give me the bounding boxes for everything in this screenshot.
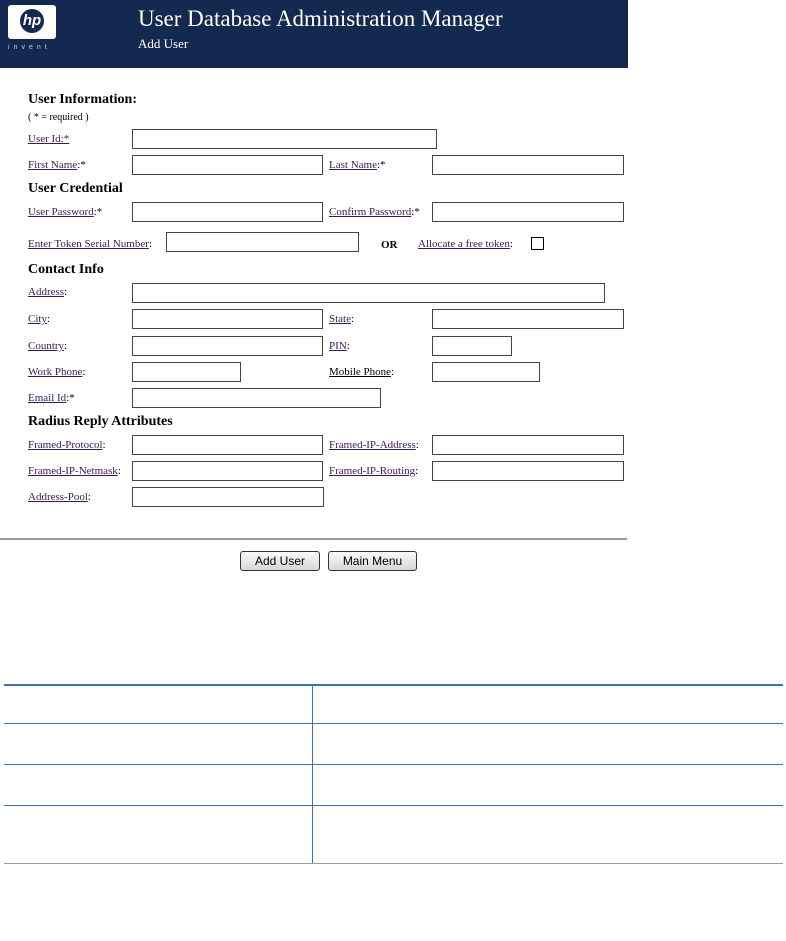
allocate-token-checkbox[interactable]: [531, 237, 544, 250]
email-required: :*: [66, 392, 75, 404]
city-link[interactable]: City: [28, 313, 47, 325]
allocate-token-link[interactable]: Allocate a free token: [418, 238, 510, 250]
country-label: [28, 340, 67, 352]
framed-ip-routing-label: [329, 465, 418, 477]
table-row: [4, 765, 783, 806]
address-pool-label: [28, 491, 91, 503]
user-id-label: [28, 133, 69, 145]
framed-ip-routing-link[interactable]: Framed-IP-Routing: [329, 465, 416, 477]
table-header-cell: [313, 685, 784, 724]
framed-protocol-input[interactable]: [132, 435, 323, 455]
page-subtitle: Add User: [138, 36, 189, 51]
address-pool-input[interactable]: [132, 487, 324, 507]
last-name-link[interactable]: Last Name: [329, 159, 377, 171]
address-link[interactable]: Address: [28, 286, 65, 298]
table-row: [4, 806, 783, 864]
token-serial-input[interactable]: [166, 232, 359, 252]
first-name-required: :*: [77, 159, 86, 171]
framed-protocol-label: [28, 439, 106, 451]
mobile-phone-input[interactable]: [432, 362, 540, 382]
framed-ip-address-colon: :: [415, 439, 419, 451]
city-label: [28, 313, 50, 325]
section-contact: Contact Info: [28, 262, 104, 277]
app-title: User Database Administration Manager: [138, 6, 503, 31]
header-banner: [0, 0, 628, 68]
email-input[interactable]: [132, 388, 381, 408]
password-input[interactable]: [132, 202, 323, 222]
confirm-password-label: [329, 206, 420, 218]
city-colon: :: [46, 313, 51, 325]
framed-protocol-colon: :: [102, 439, 106, 451]
pin-label: [329, 340, 350, 352]
table-cell: [4, 724, 313, 765]
confirm-password-required: :*: [411, 206, 420, 218]
framed-ip-routing-colon: :: [415, 465, 419, 477]
address-colon: :: [64, 286, 68, 298]
table-cell: [313, 724, 784, 765]
framed-protocol-link[interactable]: Framed-Protocol: [28, 439, 103, 451]
first-name-label: [28, 159, 86, 171]
framed-ip-netmask-input[interactable]: [132, 461, 323, 481]
last-name-input[interactable]: [432, 155, 624, 175]
token-serial-link[interactable]: Enter Token Serial Number: [28, 238, 149, 250]
address-input[interactable]: [132, 283, 605, 303]
address-pool-colon: :: [87, 491, 91, 503]
token-serial-label: [28, 238, 152, 250]
token-serial-colon: :: [148, 238, 152, 250]
table-cell: [4, 765, 313, 806]
confirm-password-link[interactable]: Confirm Password: [329, 206, 412, 218]
state-link[interactable]: State: [329, 313, 351, 325]
empty-table: [4, 684, 783, 864]
form-divider: [0, 538, 627, 540]
framed-ip-routing-input[interactable]: [432, 461, 624, 481]
table-row: [4, 724, 783, 765]
hp-logo-mark: hp: [20, 9, 44, 33]
password-link[interactable]: User Password: [28, 206, 94, 218]
state-input[interactable]: [432, 309, 624, 329]
email-label: [28, 392, 75, 404]
first-name-link[interactable]: First Name: [28, 159, 78, 171]
or-text: OR: [381, 239, 398, 251]
email-link[interactable]: Email Id: [28, 392, 67, 404]
city-input[interactable]: [132, 309, 323, 329]
address-label: [28, 286, 67, 298]
hp-logo: [8, 5, 56, 39]
state-label: [329, 313, 354, 325]
framed-ip-address-link[interactable]: Framed-IP-Address: [329, 439, 416, 451]
address-pool-link[interactable]: Address-Pool: [28, 491, 88, 503]
table-cell: [4, 806, 313, 864]
password-required: :*: [93, 206, 103, 218]
work-phone-colon: :: [82, 366, 86, 378]
state-colon: :: [351, 313, 355, 325]
framed-ip-netmask-link[interactable]: Framed-IP-Netmask: [28, 465, 118, 477]
pin-link[interactable]: PIN: [329, 340, 347, 352]
mobile-phone-colon: :: [391, 366, 395, 378]
last-name-required: :*: [376, 159, 386, 171]
logo-tagline: invent: [8, 44, 51, 51]
table-cell: [313, 765, 784, 806]
mobile-phone-text: Mobile Phone: [329, 366, 392, 378]
confirm-password-input[interactable]: [432, 202, 624, 222]
section-credential: User Credential: [28, 181, 123, 196]
work-phone-link[interactable]: Work Phone: [28, 366, 83, 378]
main-menu-button[interactable]: Main Menu: [328, 551, 417, 571]
mobile-phone-label: [329, 366, 394, 378]
work-phone-input[interactable]: [132, 362, 241, 382]
table-header-row: [4, 685, 783, 724]
country-link[interactable]: Country: [28, 340, 65, 352]
work-phone-label: [28, 366, 85, 378]
user-id-link[interactable]: User Id:*: [28, 133, 70, 145]
first-name-input[interactable]: [132, 155, 323, 175]
framed-ip-netmask-label: [28, 465, 121, 477]
framed-ip-netmask-colon: :: [117, 465, 121, 477]
user-id-input[interactable]: [132, 129, 437, 149]
framed-ip-address-label: [329, 439, 419, 451]
allocate-token-colon: :: [509, 238, 513, 250]
last-name-label: [329, 159, 386, 171]
framed-ip-address-input[interactable]: [432, 435, 624, 455]
table-header-cell: [4, 685, 313, 724]
pin-input[interactable]: [432, 336, 512, 356]
pin-colon: :: [346, 340, 350, 352]
country-input[interactable]: [132, 336, 323, 356]
required-note: ( * = required ): [28, 112, 89, 123]
section-user-info: User Information:: [28, 92, 138, 107]
section-radius: Radius Reply Attributes: [28, 414, 173, 429]
country-colon: :: [64, 340, 68, 352]
add-user-button[interactable]: Add User: [240, 551, 320, 571]
password-label: [28, 206, 102, 218]
allocate-token-label: [418, 238, 513, 250]
table-cell: [313, 806, 784, 864]
